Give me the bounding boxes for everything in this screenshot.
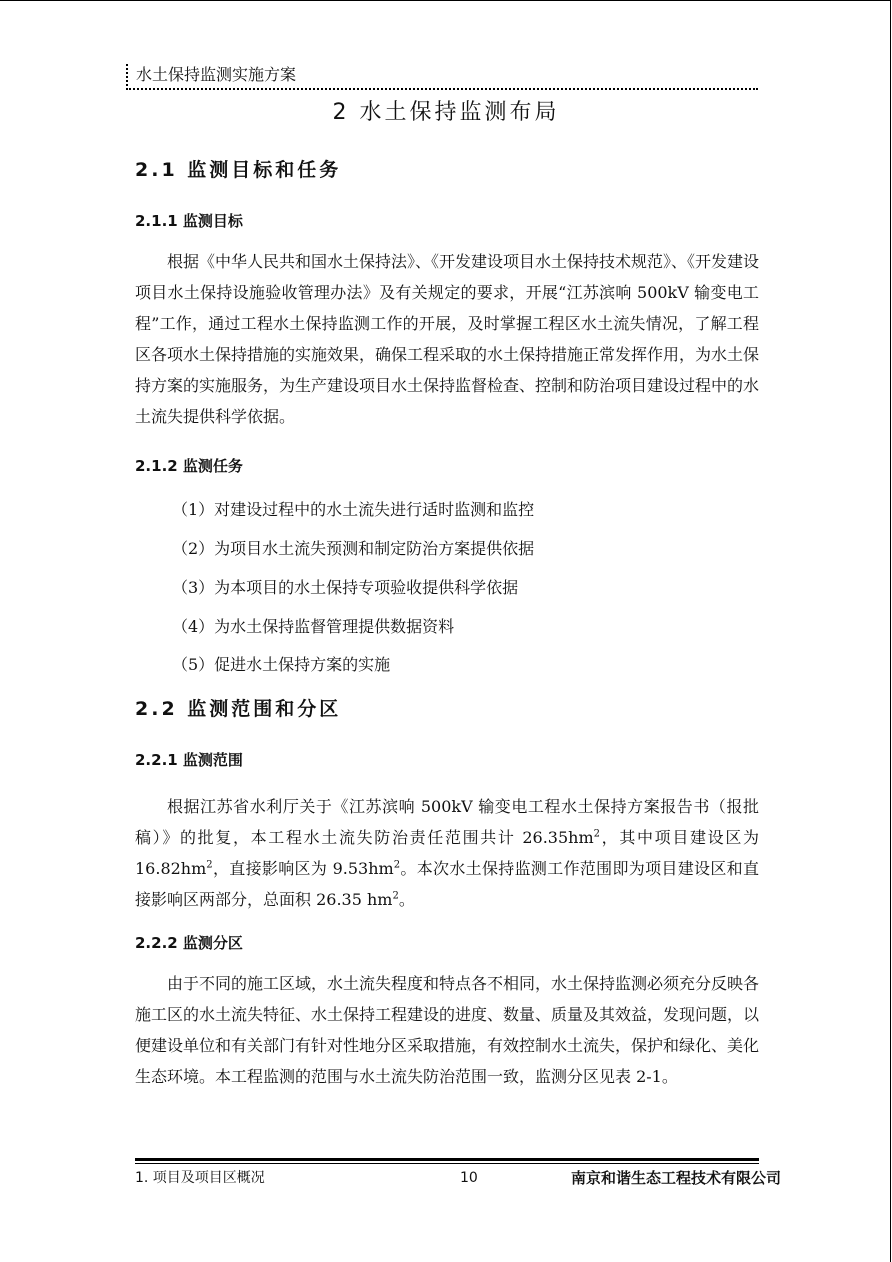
- task-item-5: （5）促进水土保持方案的实施: [172, 655, 391, 674]
- footer-company-name: 南京和谐生态工程技术有限公司: [570, 1169, 781, 1187]
- footer-rule-thin: [135, 1163, 759, 1164]
- footer-chapter-label: 1. 项目及项目区概况: [135, 1170, 265, 1186]
- section-2-2-1-paragraph: [135, 791, 759, 915]
- superscript-2: 2: [392, 890, 399, 902]
- footer-page-number: 10: [460, 1170, 478, 1186]
- task-item-4: （4）为水土保持监督管理提供数据资料: [172, 617, 455, 636]
- scope-text-1: 根据江苏省水利厅关于《江苏滨响 500kV 输变电工程水土保持方案报告书（报批稿）》的批复，本工程水土流失防治责任范围共计 26.35hm: [135, 797, 759, 847]
- superscript-2: 2: [206, 859, 213, 871]
- running-header: [126, 64, 758, 90]
- header-dotted-rule: [126, 88, 758, 90]
- task-item-2: （2）为项目水土流失预测和制定防治方案提供依据: [172, 539, 535, 558]
- superscript-2: 2: [393, 859, 401, 871]
- scope-text-5: 。: [398, 890, 415, 909]
- section-2-1-heading: 2.1 监测目标和任务: [135, 159, 342, 181]
- section-2-1-2-heading: 2.1.2 监测任务: [135, 457, 243, 475]
- header-title: 水土保持监测实施方案: [136, 65, 297, 84]
- task-item-3: （3）为本项目的水土保持专项验收提供科学依据: [172, 578, 519, 597]
- header-dotted-margin: [126, 64, 128, 90]
- section-2-2-2-heading: 2.2.2 监测分区: [135, 934, 243, 952]
- section-2-2-2-paragraph: 由于不同的施工区域，水土流失程度和特点各不相同，水土保持监测必须充分反映各施工区的水土流失特征、水土保持工程建设的进度、数量、质量及其效益，发现问题，以便建设单位和有关部门有针对性地分区采取措施，有效控制水土流失，保护和绿化、美化生态环境。本工程监测的范围与水土流失防治范围一致，监测分区见表 2-1。: [135, 974, 760, 1086]
- scope-text-2: ，其中项目建设区为 16.82hm: [135, 828, 759, 878]
- scope-text-4: 。本次水土保持监测工作范围即为项目建设区和直接影响区两部分，总面积 26.35 hm: [135, 859, 759, 909]
- superscript-2: 2: [593, 828, 601, 840]
- section-2-2-heading: 2.2 监测范围和分区: [135, 698, 342, 720]
- chapter-title: 2 水土保持监测布局: [332, 100, 560, 125]
- scope-text-3: ，直接影响区为 9.53hm: [212, 859, 394, 878]
- task-item-1: （1）对建设过程中的水土流失进行适时监测和监控: [172, 500, 535, 519]
- section-2-1-1-paragraph: 根据《中华人民共和国水土保持法》、《开发建设项目水土保持技术规范》、《开发建设项目水土保持设施验收管理办法》及有关规定的要求，开展“江苏滨响 500kV 输变电工程”工作，通过工程水土保持监测工作的开展，及时掌握工程区水土流失情况，了解工程区各项水土保持措施的实施效果，确保工程采取的水土保持措施正常发挥作用，为水土保持方案的实施服务，为生产建设项目水土保持监督检查、控制和防治项目建设过程中的水土流失提供科学依据。: [135, 252, 760, 426]
- section-2-1-1-heading: 2.1.1 监测目标: [135, 212, 243, 230]
- section-2-2-1-heading: 2.2.1 监测范围: [135, 751, 243, 769]
- footer-rule-thick: [135, 1158, 759, 1161]
